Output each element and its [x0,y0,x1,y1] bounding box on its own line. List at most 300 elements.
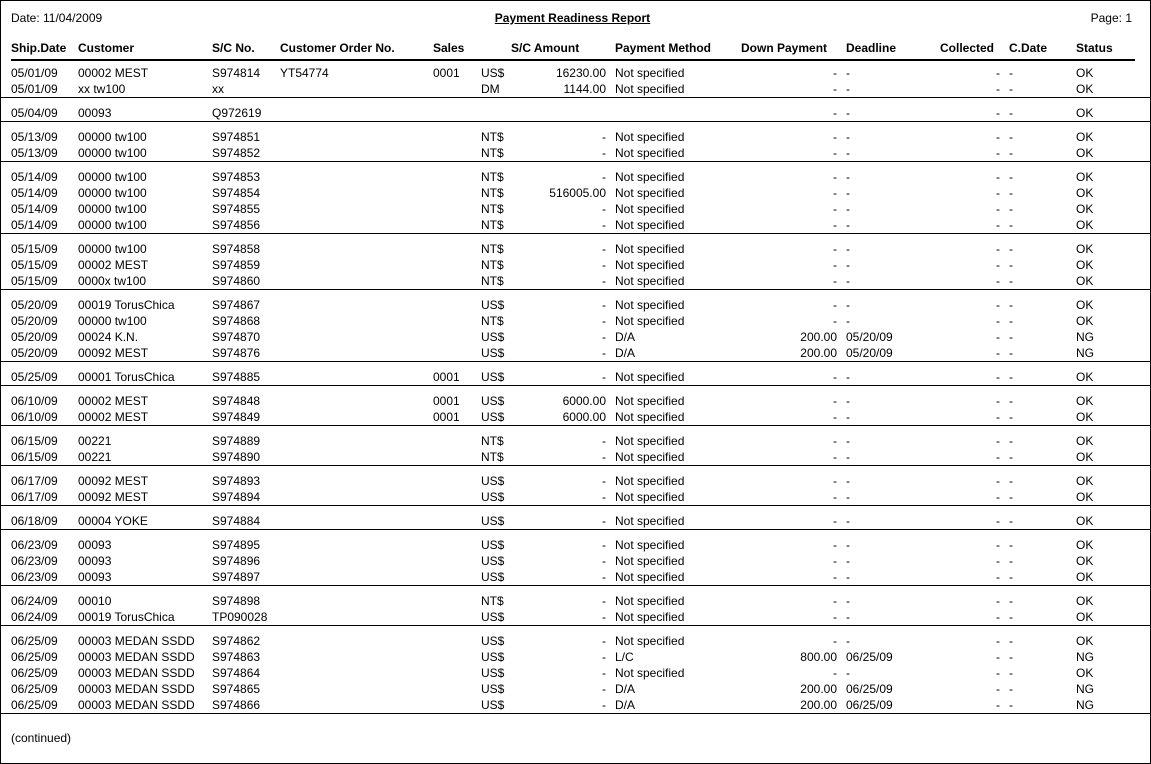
collected-cell: - [996,330,1000,344]
date-group [1,513,1151,530]
sc-amount-cell: - [602,666,606,680]
c-date-cell: - [1009,146,1013,160]
c-date-cell: - [1009,634,1013,648]
customer-cell: 00000 tw100 [78,170,147,184]
sc-amount-cell: 516005.00 [549,186,606,200]
collected-cell: - [996,594,1000,608]
customer-cell: 00000 tw100 [78,242,147,256]
sc-amount-cell: - [602,634,606,648]
c-date-cell: - [1009,314,1013,328]
down-payment-cell: - [833,82,837,96]
c-date-cell: - [1009,474,1013,488]
table-row [1,297,1151,313]
table-row [1,633,1151,649]
sc-no-cell: S974851 [212,130,261,144]
c-date-cell: - [1009,242,1013,256]
c-date-cell: - [1009,186,1013,200]
down-payment-cell: - [833,242,837,256]
ship-date-cell: 05/20/09 [11,298,58,312]
currency-cell: US$ [481,554,505,568]
c-date-cell: - [1009,570,1013,584]
currency-cell: US$ [481,490,505,504]
status-cell: OK [1076,474,1094,488]
deadline-cell: - [846,82,850,96]
down-payment-cell: - [833,634,837,648]
sc-no-cell: S974859 [212,258,261,272]
customer-cell: 00221 [78,434,112,448]
currency-cell: NT$ [481,242,504,256]
table-row [1,553,1151,569]
ship-date-cell: 06/17/09 [11,490,58,504]
payment-method-cell: Not specified [615,514,685,528]
down-payment-cell: 200.00 [800,346,837,360]
sc-amount-cell: - [602,242,606,256]
sc-amount-cell: - [602,610,606,624]
down-payment-cell: 200.00 [800,682,837,696]
customer-cell: 00000 tw100 [78,186,147,200]
deadline-cell: - [846,314,850,328]
report-date: Date: 11/04/2009 [11,11,103,25]
status-cell: OK [1076,394,1094,408]
currency-cell: NT$ [481,274,504,288]
payment-method-cell: L/C [615,650,634,664]
sc-no-cell: S974867 [212,298,261,312]
collected-cell: - [996,66,1000,80]
currency-cell: US$ [481,66,505,80]
sc-amount-cell: - [602,346,606,360]
col-header-status: Status [1076,41,1113,55]
col-header-sales: Sales [433,41,465,55]
table-row [1,81,1151,97]
date-group [1,105,1151,122]
deadline-cell: - [846,610,850,624]
continued-note: (continued) [11,731,72,745]
down-payment-cell: - [833,66,837,80]
collected-cell: - [996,202,1000,216]
col-header-sc-amount: S/C Amount [511,41,580,55]
currency-cell: NT$ [481,258,504,272]
sc-no-cell: S974860 [212,274,261,288]
date-group [1,633,1151,714]
currency-cell: NT$ [481,450,504,464]
table-row [1,409,1151,425]
status-cell: OK [1076,146,1094,160]
down-payment-cell: - [833,570,837,584]
collected-cell: - [996,570,1000,584]
table-row [1,169,1151,185]
deadline-cell: 05/20/09 [846,346,893,360]
payment-method-cell: Not specified [615,570,685,584]
sc-amount-cell: - [602,258,606,272]
sc-no-cell: S974856 [212,218,261,232]
ship-date-cell: 05/01/09 [11,82,58,96]
payment-method-cell: Not specified [615,666,685,680]
down-payment-cell: - [833,186,837,200]
sc-amount-cell: - [602,570,606,584]
collected-cell: - [996,450,1000,464]
sc-amount-cell: - [602,682,606,696]
sc-amount-cell: - [602,314,606,328]
c-date-cell: - [1009,66,1013,80]
customer-cell: 00002 MEST [78,66,149,80]
sc-amount-cell: 6000.00 [562,394,606,408]
down-payment-cell: - [833,146,837,160]
payment-method-cell: Not specified [615,202,685,216]
currency-cell: US$ [481,474,505,488]
collected-cell: - [996,610,1000,624]
down-payment-cell: - [833,274,837,288]
col-header-collected: Collected [940,41,995,55]
ship-date-cell: 05/01/09 [11,66,58,80]
col-header-c-date: C.Date [1009,41,1048,55]
c-date-cell: - [1009,106,1013,120]
down-payment-cell: - [833,450,837,464]
sales-cell: 0001 [433,410,460,424]
col-header-payment-method: Payment Method [615,41,712,55]
down-payment-cell: - [833,298,837,312]
down-payment-cell: - [833,394,837,408]
sc-amount-cell: - [602,474,606,488]
report-title: Payment Readiness Report [494,11,651,25]
down-payment-cell: - [833,538,837,552]
sc-no-cell: S974865 [212,682,261,696]
collected-cell: - [996,410,1000,424]
sc-amount-cell: - [602,450,606,464]
currency-cell: US$ [481,538,505,552]
c-date-cell: - [1009,538,1013,552]
deadline-cell: 06/25/09 [846,698,893,712]
collected-cell: - [996,218,1000,232]
sales-cell: 0001 [433,394,460,408]
status-cell: OK [1076,490,1094,504]
table-row [1,217,1151,233]
sc-amount-cell: - [602,370,606,384]
status-cell: OK [1076,66,1094,80]
collected-cell: - [996,146,1000,160]
status-cell: OK [1076,434,1094,448]
collected-cell: - [996,130,1000,144]
status-cell: NG [1076,698,1094,712]
ship-date-cell: 05/25/09 [11,370,58,384]
sc-amount-cell: - [602,490,606,504]
currency-cell: US$ [481,298,505,312]
col-header-ship-date: Ship.Date [11,41,67,55]
payment-method-cell: Not specified [615,634,685,648]
payment-method-cell: Not specified [615,410,685,424]
currency-cell: NT$ [481,186,504,200]
c-date-cell: - [1009,346,1013,360]
ship-date-cell: 05/15/09 [11,242,58,256]
down-payment-cell: 800.00 [800,650,837,664]
sc-no-cell: S974893 [212,474,261,488]
currency-cell: NT$ [481,434,504,448]
ship-date-cell: 05/20/09 [11,330,58,344]
down-payment-cell: - [833,202,837,216]
c-date-cell: - [1009,594,1013,608]
deadline-cell: - [846,66,850,80]
collected-cell: - [996,346,1000,360]
sc-no-cell: S974894 [212,490,261,504]
collected-cell: - [996,298,1000,312]
currency-cell: US$ [481,514,505,528]
payment-method-cell: Not specified [615,170,685,184]
date-group [1,129,1151,162]
sc-amount-cell: 6000.00 [562,410,606,424]
down-payment-cell: - [833,490,837,504]
sc-no-cell: S974855 [212,202,261,216]
customer-cell: 00000 tw100 [78,218,147,232]
collected-cell: - [996,258,1000,272]
down-payment-cell: - [833,218,837,232]
col-header-deadline: Deadline [846,41,897,55]
down-payment-cell: - [833,370,837,384]
deadline-cell: - [846,258,850,272]
sc-no-cell: S974876 [212,346,261,360]
payment-method-cell: Not specified [615,66,685,80]
deadline-cell: - [846,538,850,552]
status-cell: OK [1076,218,1094,232]
down-payment-cell: - [833,514,837,528]
table-row [1,145,1151,161]
ship-date-cell: 06/24/09 [11,610,58,624]
table-row [1,273,1151,289]
sc-no-cell: S974852 [212,146,261,160]
status-cell: NG [1076,346,1094,360]
collected-cell: - [996,186,1000,200]
deadline-cell: - [846,202,850,216]
payment-method-cell: Not specified [615,490,685,504]
table-row [1,241,1151,257]
currency-cell: NT$ [481,170,504,184]
c-date-cell: - [1009,490,1013,504]
c-date-cell: - [1009,450,1013,464]
header-divider [11,59,1135,61]
deadline-cell: - [846,490,850,504]
payment-method-cell: Not specified [615,130,685,144]
col-header-down-payment: Down Payment [741,41,828,55]
sc-amount-cell: - [602,594,606,608]
currency-cell: US$ [481,370,505,384]
sc-no-cell: S974898 [212,594,261,608]
sc-amount-cell: 1144.00 [563,82,606,96]
ship-date-cell: 06/17/09 [11,474,58,488]
currency-cell: US$ [481,634,505,648]
c-date-cell: - [1009,82,1013,96]
c-date-cell: - [1009,170,1013,184]
payment-method-cell: Not specified [615,274,685,288]
date-group [1,393,1151,426]
currency-cell: NT$ [481,314,504,328]
sc-no-cell: S974863 [212,650,261,664]
ship-date-cell: 06/10/09 [11,394,58,408]
ship-date-cell: 06/25/09 [11,650,58,664]
c-date-cell: - [1009,698,1013,712]
customer-cell: 00003 MEDAN SSDD [78,650,195,664]
customer-cell: 0000x tw100 [78,274,147,288]
ship-date-cell: 05/14/09 [11,218,58,232]
down-payment-cell: - [833,474,837,488]
c-date-cell: - [1009,514,1013,528]
ship-date-cell: 05/14/09 [11,202,58,216]
ship-date-cell: 05/20/09 [11,346,58,360]
customer-cell: 00019 TorusChica [78,298,175,312]
c-date-cell: - [1009,130,1013,144]
table-row [1,449,1151,465]
date-group [1,369,1151,386]
table-row [1,569,1151,585]
sc-no-cell: S974896 [212,554,261,568]
currency-cell: US$ [481,666,505,680]
currency-cell: NT$ [481,130,504,144]
sc-amount-cell: - [602,514,606,528]
customer-cell: 00000 tw100 [78,314,147,328]
payment-method-cell: Not specified [615,258,685,272]
down-payment-cell: - [833,106,837,120]
status-cell: NG [1076,330,1094,344]
table-row [1,105,1151,121]
status-cell: OK [1076,410,1094,424]
sc-amount-cell: - [602,202,606,216]
deadline-cell: - [846,450,850,464]
payment-method-cell: Not specified [615,394,685,408]
c-date-cell: - [1009,330,1013,344]
status-cell: OK [1076,610,1094,624]
currency-cell: US$ [481,394,505,408]
sc-no-cell: TP090028 [212,610,268,624]
column-headers [1,41,1151,59]
down-payment-cell: - [833,130,837,144]
sc-no-cell: S974884 [212,514,261,528]
c-date-cell: - [1009,218,1013,232]
table-row [1,65,1151,81]
sc-no-cell: S974864 [212,666,261,680]
c-date-cell: - [1009,554,1013,568]
ship-date-cell: 06/15/09 [11,450,58,464]
table-row [1,201,1151,217]
customer-cell: 00019 TorusChica [78,610,175,624]
c-date-cell: - [1009,394,1013,408]
customer-cell: 00002 MEST [78,410,149,424]
ship-date-cell: 06/24/09 [11,594,58,608]
c-date-cell: - [1009,202,1013,216]
sc-amount-cell: - [602,170,606,184]
collected-cell: - [996,698,1000,712]
deadline-cell: 05/20/09 [846,330,893,344]
currency-cell: US$ [481,410,505,424]
sc-no-cell: S974895 [212,538,261,552]
payment-method-cell: Not specified [615,538,685,552]
table-row [1,537,1151,553]
sc-no-cell: S974854 [212,186,261,200]
sc-no-cell: S974870 [212,330,261,344]
date-group [1,433,1151,466]
ship-date-cell: 06/23/09 [11,570,58,584]
deadline-cell: - [846,106,850,120]
ship-date-cell: 05/04/09 [11,106,58,120]
c-date-cell: - [1009,666,1013,680]
date-group [1,473,1151,506]
collected-cell: - [996,634,1000,648]
ship-date-cell: 05/14/09 [11,186,58,200]
table-row [1,681,1151,697]
sc-no-cell: S974897 [212,570,261,584]
table-row [1,345,1151,361]
sc-amount-cell: - [602,218,606,232]
payment-method-cell: Not specified [615,298,685,312]
c-date-cell: - [1009,434,1013,448]
sc-amount-cell: - [602,330,606,344]
status-cell: OK [1076,170,1094,184]
sc-amount-cell: - [602,130,606,144]
sc-no-cell: S974868 [212,314,261,328]
deadline-cell: - [846,242,850,256]
date-group [1,537,1151,586]
deadline-cell: - [846,130,850,144]
ship-date-cell: 06/10/09 [11,410,58,424]
deadline-cell: - [846,370,850,384]
status-cell: OK [1076,106,1094,120]
currency-cell: NT$ [481,202,504,216]
ship-date-cell: 05/14/09 [11,170,58,184]
status-cell: OK [1076,314,1094,328]
currency-cell: US$ [481,698,505,712]
currency-cell: NT$ [481,146,504,160]
deadline-cell: - [846,666,850,680]
customer-cell: 00003 MEDAN SSDD [78,666,195,680]
table-row [1,257,1151,273]
customer-cell: 00093 [78,554,112,568]
status-cell: OK [1076,298,1094,312]
c-date-cell: - [1009,298,1013,312]
currency-cell: US$ [481,346,505,360]
table-row [1,313,1151,329]
table-row [1,393,1151,409]
status-cell: OK [1076,242,1094,256]
deadline-cell: - [846,554,850,568]
collected-cell: - [996,274,1000,288]
sc-amount-cell: - [602,538,606,552]
customer-cell: 00002 MEST [78,258,149,272]
date-group [1,169,1151,234]
ship-date-cell: 06/25/09 [11,698,58,712]
currency-cell: DM [481,82,500,96]
customer-cell: 00010 [78,594,112,608]
sc-no-cell: S974862 [212,634,261,648]
customer-cell: 00024 K.N. [78,330,139,344]
payment-method-cell: Not specified [615,594,685,608]
collected-cell: - [996,434,1000,448]
payment-method-cell: Not specified [615,314,685,328]
status-cell: OK [1076,554,1094,568]
payment-method-cell: Not specified [615,474,685,488]
sc-no-cell: S974889 [212,434,261,448]
col-header-customer: Customer [78,41,135,55]
collected-cell: - [996,514,1000,528]
table-row [1,593,1151,609]
ship-date-cell: 06/25/09 [11,666,58,680]
currency-cell: US$ [481,570,505,584]
date-group [1,593,1151,626]
c-date-cell: - [1009,258,1013,272]
ship-date-cell: 06/23/09 [11,554,58,568]
ship-date-cell: 05/13/09 [11,146,58,160]
c-date-cell: - [1009,682,1013,696]
deadline-cell: - [846,434,850,448]
customer-cell: 00093 [78,106,112,120]
collected-cell: - [996,106,1000,120]
sc-no-cell: S974858 [212,242,261,256]
customer-cell: 00003 MEDAN SSDD [78,634,195,648]
